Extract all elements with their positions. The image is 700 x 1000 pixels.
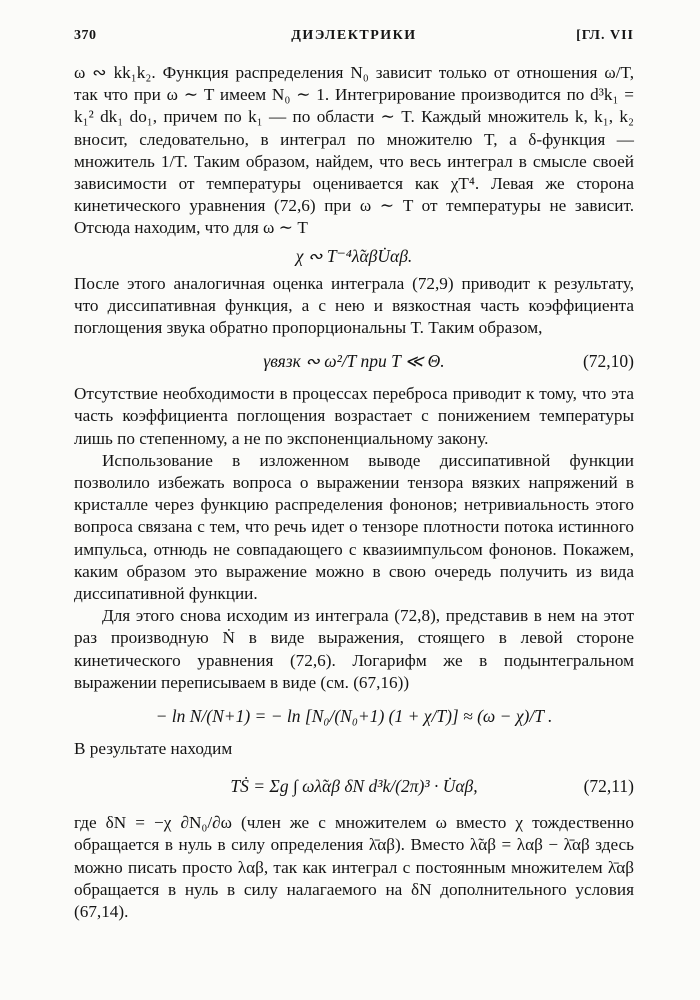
chapter-label: [ГЛ. VII <box>576 28 634 43</box>
paragraph: где δN = −χ ∂N₀/∂ω (член же с множителем ω вместо χ тождественно обращается в нуль в силу определения λ̄αβ). Вместо λ̃αβ = λαβ − λ̄αβ здесь можно писать просто λαβ, так как интеграл с постоянным множителем λ̄αβ обращается в нуль в силу налагаемого на δN дополнительного условия (67,14). <box>74 813 634 922</box>
equation-text: χ ∾ T⁻⁴λ̃αβU̇αβ. <box>295 245 413 266</box>
equation-number: (72,11) <box>583 776 634 797</box>
page-body <box>74 62 634 923</box>
equation-number: (72,10) <box>582 351 634 372</box>
paragraph: В результате находим <box>74 739 233 759</box>
paragraph: После этого аналогичная оценка интеграла (72,9) приводит к результату, что диссипативная функция, а с нею и вязкостная часть коэффициента поглощения звука обратно пропорциональны T. Таким образом, <box>74 273 634 338</box>
paragraph: ω ∾ kk₁k₂. Функция распределения N₀ зависит только от отношения ω/T, так что при ω ∼ T имеем N₀ ∼ 1. Интегрирование производится по d³k₁ = k₁² dk₁ do₁, причем по k₁ — по области ∼ T. Каждый множитель k, k₁, k₂ вносит, следовательно, в интеграл по множителю T, а δ-функция — множитель 1/T. Таким образом, найдем, что весь интеграл в смысле своей зависимости от температуры оценивается как χT⁴. Левая же сторона кинетического уравнения (72,6) при ω ∼ T от температуры не зависит. Отсюда находим, что для ω ∼ T <box>74 63 634 238</box>
equation-text: − ln N/(N+1) = − ln [N₀/(N₀+1) (1 + χ/T)] ≈ (ω − χ)/T . <box>155 706 553 727</box>
page-header <box>74 28 634 50</box>
equation-text: TṠ = Σg ∫ ωλ̃αβ δN d³k/(2π)³ · U̇αβ, <box>230 776 478 797</box>
equation-72-10 <box>74 339 634 383</box>
paragraph: Отсутствие необходимости в процессах переброса приводит к тому, что эта часть коэффициента поглощения возрастает с понижением температуры лишь по степенному, а не по экспоненциальному закону. <box>74 384 634 448</box>
equation-72-11 <box>74 760 634 812</box>
paragraph: Использование в изложенном выводе диссипативной функции позволило избежать вопроса о выражении тензора вязких напряжений в кристалле через функцию распределения фононов; нетривиальность этого вопроса связана с тем, что речь идет о тензоре плотности потока истинного импульса, отнюдь не совпадающего с квазиимпульсом фононов. Покажем, каким образом это выражение можно в свою очередь получить из вида диссипативной функции. <box>74 450 634 604</box>
equation-chi <box>74 240 634 273</box>
equation-log <box>74 694 634 738</box>
paragraph: Для этого снова исходим из интеграла (72,8), представив в нем на этот раз производную Ṅ в виде выражения, стоящего в левой стороне кинетического уравнения (72,6). Логарифм же в подынтегральном выражении переписываем в виде (см. (67,16)) <box>74 606 634 692</box>
equation-text: γвязк ∾ ω²/T при T ≪ Θ. <box>263 351 445 372</box>
running-title: ДИЭЛЕКТРИКИ <box>291 28 417 43</box>
page-number: 370 <box>74 28 97 43</box>
